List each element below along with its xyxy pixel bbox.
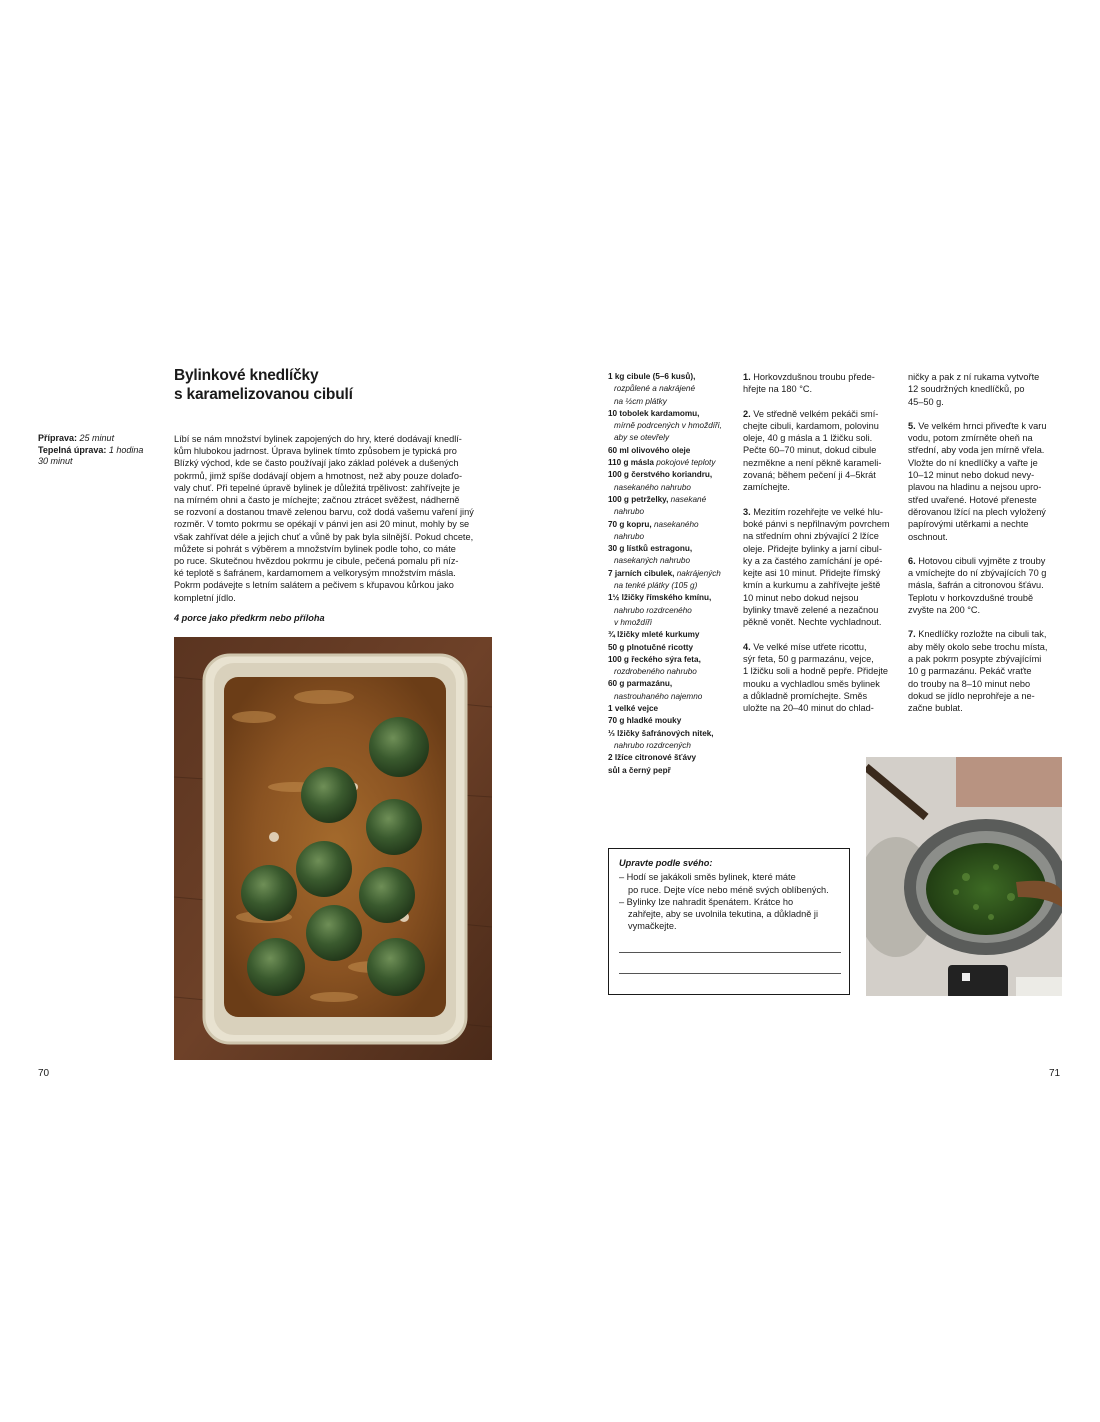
- method-text: aby měly okolo sebe trochu místa,: [908, 641, 1048, 652]
- method-text: Ve velkém hrnci přiveďte k varu: [915, 420, 1047, 431]
- method-line: [908, 690, 1064, 702]
- intro-line: kompletní jídlo.: [174, 592, 236, 603]
- method-text: a vmíchejte do ní zbývajících 70 g: [908, 568, 1047, 579]
- method-text: ničky a pak z ní rukama vytvořte: [908, 372, 1040, 382]
- method-line: [743, 481, 899, 493]
- ingredient-note: rozpůlené a nakrájené: [614, 384, 696, 394]
- ingredient-name: 1½ lžičky římského kmínu,: [608, 593, 712, 603]
- tip-line: zahřejte, aby se uvolnila tekutina, a důkladně ji: [628, 909, 818, 920]
- method-line: [908, 641, 1064, 653]
- method-line: [908, 469, 1064, 481]
- method-text: vodu, potom zmírněte oheň na: [908, 433, 1033, 444]
- method-line: [743, 567, 899, 579]
- method-line: [743, 579, 899, 591]
- ingredient-line: [608, 715, 738, 727]
- ingredient-line: [608, 678, 738, 690]
- method-text: dokud se jídlo neprohřeje a ne-: [908, 690, 1035, 701]
- method-text: nezměkne a není pěkně karameli-: [743, 457, 882, 468]
- intro-line: na mírném ohni a často je míchejte; začnou ztrácet svěžest, nádherně: [174, 495, 460, 506]
- intro-line: po ruce. Skutečnou hvězdou pokrmu je cibule, pečená pomalu při níz-: [174, 556, 459, 567]
- ingredient-line: [608, 654, 738, 666]
- method-line: [743, 616, 899, 628]
- tip-line: vymačkejte.: [628, 921, 677, 932]
- method-text: oschnout.: [908, 531, 948, 542]
- method-text: oleje, 40 g másla a 1 lžičku soli.: [743, 433, 873, 444]
- recipe-times: [38, 433, 163, 468]
- ingredient-line: [608, 494, 738, 506]
- method-line: [743, 653, 899, 665]
- method-line: [908, 494, 1064, 506]
- method-text: kmín a kurkumu a zahřívejte ještě: [743, 580, 881, 591]
- ingredient-note: mírně podrcených v hmoždíři,: [614, 421, 722, 431]
- tips-box-title: Upravte podle svého:: [619, 858, 713, 868]
- method-line: [908, 592, 1064, 604]
- method-text: 10–12 minut nebo dokud nevy-: [908, 470, 1035, 481]
- tip-line: – Hodí se jakákoli směs bylinek, které máte: [619, 872, 796, 883]
- method-line: [743, 408, 899, 420]
- method-text: oleje. Přidejte bylinky a jarní cibul-: [743, 543, 882, 554]
- method-line: [908, 628, 1064, 640]
- ingredient-line: [608, 371, 738, 383]
- tip-item: [619, 871, 839, 896]
- method-line: [908, 457, 1064, 469]
- method-text: zovaná; během pečení ji 4–5krát: [743, 470, 876, 481]
- method-text: sýr feta, 50 g parmazánu, vejce,: [743, 653, 874, 664]
- dumplings-photo: [174, 637, 492, 1060]
- ingredient-line: [608, 592, 738, 604]
- method-line: [743, 604, 899, 616]
- ingredient-note: nastrouhaného najemno: [614, 691, 703, 701]
- method-line: [743, 641, 899, 653]
- method-line: [743, 432, 899, 444]
- method-step: [743, 408, 899, 494]
- step-number: 7.: [908, 629, 916, 640]
- ingredient-line: [608, 469, 738, 481]
- note-line-1: [619, 952, 841, 953]
- method-line: [743, 555, 899, 567]
- method-line: [908, 702, 1064, 714]
- method-line: [908, 531, 1064, 543]
- ingredient-line: [608, 666, 738, 678]
- method-line: [743, 665, 899, 677]
- intro-line: kům hlubokou jadrnost. Úprava bylinek tímto způsobem je typická pro: [174, 446, 457, 457]
- method-step: [908, 628, 1064, 714]
- method-text: 12 soudržných knedlíčků, po: [908, 384, 1025, 395]
- ingredient-line: [608, 765, 738, 777]
- ingredient-name: 100 g čerstvého koriandru,: [608, 470, 713, 480]
- ingredient-name: sůl a černý pepř: [608, 765, 671, 775]
- method-line: [908, 371, 1064, 383]
- ingredient-note: nasekaného: [651, 519, 699, 529]
- tip-item: [619, 896, 839, 933]
- ingredient-line: [608, 691, 738, 703]
- method-line: [908, 444, 1064, 456]
- recipe-serves: 4 porce jako předkrm nebo příloha: [174, 613, 325, 623]
- step-number: 4.: [743, 641, 751, 652]
- method-text: děrovanou lžící na plech vyložený: [908, 506, 1046, 517]
- ingredient-note: rozdrobeného nahrubo: [614, 667, 697, 677]
- ingredient-line: [608, 728, 738, 740]
- herbs-pan-photo-image: [866, 757, 1062, 996]
- intro-line: Pokrm podávejte s letním salátem a pečivem s křupavou kůrkou jako: [174, 580, 454, 591]
- method-column-2: [908, 371, 1064, 726]
- ingredient-line: [608, 629, 738, 641]
- cook-value-cont: 30 minut: [38, 456, 73, 466]
- method-line: [743, 457, 899, 469]
- method-line: [908, 653, 1064, 665]
- tips-box: [608, 848, 850, 995]
- method-line: [908, 432, 1064, 444]
- ingredient-note: nahrubo rozdrceného: [614, 605, 692, 615]
- ingredient-line: [608, 408, 738, 420]
- ingredient-line: [608, 740, 738, 752]
- ingredient-name: 60 g parmazánu,: [608, 679, 673, 689]
- method-text: plavou na hladinu a nejsou upro-: [908, 482, 1042, 493]
- method-step: [908, 371, 1064, 408]
- method-text: 45–50 g.: [908, 396, 944, 407]
- method-line: [743, 530, 899, 542]
- ingredient-name: 30 g lístků estragonu,: [608, 544, 693, 554]
- ingredient-line: [608, 482, 738, 494]
- method-text: začne bublat.: [908, 703, 963, 714]
- method-line: [908, 383, 1064, 395]
- ingredient-note: v hmoždíři: [614, 617, 652, 627]
- method-line: [908, 567, 1064, 579]
- method-text: Mezitím rozehřejte ve velké hlu-: [750, 506, 883, 517]
- ingredient-note: na tenké plátky (105 g): [614, 581, 698, 591]
- method-text: Hotovou cibuli vyjměte z trouby: [915, 555, 1046, 566]
- intro-line: se rozvoní a dostanou tmavě zelenou barvu, což dodá vašemu vaření jiný: [174, 507, 474, 518]
- method-line: [908, 665, 1064, 677]
- cook-label: Tepelná úprava:: [38, 444, 107, 455]
- intro-line: ké teplotě s šafránem, kardamomem a velkorysým množstvím másla.: [174, 568, 456, 579]
- ingredient-name: 10 tobolek kardamomu,: [608, 408, 700, 418]
- ingredient-line: [608, 445, 738, 457]
- intro-line: valy chuť. Při tepelné úpravě bylinek je důležitá trpělivost: zahřívejte je: [174, 482, 460, 493]
- ingredient-line: [608, 543, 738, 555]
- method-text: Knedlíčky rozložte na cibuli tak,: [915, 629, 1047, 640]
- ingredient-line: [608, 383, 738, 395]
- dumplings-photo-image: [174, 637, 492, 1060]
- tip-line: po ruce. Dejte více nebo méně svých oblíbených.: [628, 884, 829, 895]
- method-line: [743, 592, 899, 604]
- method-text: bylinky tmavě zelené a nezačnou: [743, 605, 879, 616]
- method-text: 10 g parmazánu. Pekáč vraťte: [908, 666, 1032, 677]
- method-text: do trouby na 8–10 minut nebo: [908, 678, 1031, 689]
- method-text: 1 lžičku soli a hodně pepře. Přidejte: [743, 666, 889, 677]
- ingredient-note: nahrubo: [614, 531, 645, 541]
- intro-line: rozměr. V tomto pokrmu se opékají v pánvi jen asi 20 minut, mohly by se: [174, 519, 470, 530]
- ingredient-line: [608, 703, 738, 715]
- intro-line: pokrmů, jimž spíše dodávají objem a hmotnost, než aby pouze dolaďo-: [174, 470, 463, 481]
- ingredient-line: [608, 580, 738, 592]
- method-text: Pečte 60–70 minut, dokud cibule: [743, 445, 877, 456]
- ingredient-name: 70 g kopru,: [608, 519, 652, 529]
- method-step: [743, 641, 899, 715]
- method-text: na středním ohni zbývající 2 lžíce: [743, 531, 879, 542]
- ingredient-line: [608, 420, 738, 432]
- note-line-2: [619, 973, 841, 974]
- method-line: [743, 506, 899, 518]
- intro-line: Líbí se nám množství bylinek zapojených do hry, které dodávají knedlí-: [174, 434, 462, 444]
- method-step: [908, 420, 1064, 543]
- ingredient-line: [608, 531, 738, 543]
- method-text: mouku a vychladlou směs bylinek: [743, 678, 880, 689]
- step-number: 5.: [908, 420, 916, 431]
- ingredient-line: [608, 432, 738, 444]
- recipe-title: [174, 366, 494, 404]
- method-line: [908, 604, 1064, 616]
- method-text: papírovými utěrkami a nechte: [908, 519, 1029, 530]
- ingredient-line: [608, 555, 738, 567]
- method-line: [908, 481, 1064, 493]
- ingredient-line: [608, 568, 738, 580]
- method-text: uložte na 20–40 minut do chlad-: [743, 703, 874, 714]
- method-text: 10 minut nebo dokud nejsou: [743, 592, 859, 603]
- ingredient-line: [608, 605, 738, 617]
- method-text: másla, šafrán a citronovou šťávu.: [908, 580, 1044, 591]
- ingredient-note: aby se otevřely: [614, 433, 670, 443]
- ingredient-note: nasekaných nahrubo: [614, 556, 691, 566]
- ingredient-name: ⅓ lžičky šafránových nitek,: [608, 728, 714, 738]
- ingredient-line: [608, 642, 738, 654]
- cook-value: 1 hodina: [108, 444, 144, 455]
- method-text: Ve středně velkém pekáči smí-: [750, 408, 879, 419]
- method-step: [743, 371, 899, 396]
- method-line: [743, 383, 899, 395]
- ingredient-note: nakrájených: [674, 568, 721, 578]
- ingredient-line: [608, 506, 738, 518]
- ingredient-name: 110 g másla: [608, 458, 654, 468]
- recipe-title-line1: Bylinkové knedlíčky: [174, 367, 319, 384]
- ingredient-name: 1 kg cibule (5–6 kusů),: [608, 372, 696, 381]
- method-text: Teplotu v horkovzdušné troubě: [908, 592, 1034, 603]
- method-line: [743, 678, 899, 690]
- recipe-intro: [174, 433, 490, 604]
- ingredient-name: 50 g plnotučné ricotty: [608, 642, 694, 652]
- ingredient-name: 100 g řeckého sýra feta,: [608, 654, 701, 664]
- intro-line: můžete si pohrát s výběrem a množstvím bylinek podle toho, co máte: [174, 543, 456, 554]
- ingredient-name: 2 lžíce citronové šťávy: [608, 753, 697, 763]
- method-line: [908, 506, 1064, 518]
- method-line: [743, 690, 899, 702]
- method-line: [743, 518, 899, 530]
- method-line: [908, 396, 1064, 408]
- ingredient-name: 60 ml olivového oleje: [608, 445, 691, 455]
- step-number: 6.: [908, 555, 916, 566]
- step-number: 2.: [743, 408, 751, 419]
- method-text: pěkně vonět. Nechte vychladnout.: [743, 617, 882, 628]
- method-line: [743, 543, 899, 555]
- method-text: ky a za častého zamíchání je opé-: [743, 555, 883, 566]
- prep-value: 25 minut: [79, 433, 115, 443]
- ingredient-name: 100 g petrželky,: [608, 494, 669, 504]
- method-text: boké pánvi s nepřilnavým povrchem: [743, 518, 890, 529]
- page-number-right: 71: [1049, 1068, 1061, 1079]
- method-line: [743, 420, 899, 432]
- ingredient-line: [608, 752, 738, 764]
- method-step: [908, 555, 1064, 616]
- method-line: [908, 579, 1064, 591]
- ingredient-name: ¾ lžičky mleté kurkumy: [608, 630, 700, 640]
- method-text: a pak pokrm posypte zbývajícími: [908, 653, 1042, 664]
- step-number: 3.: [743, 506, 751, 517]
- ingredient-note: na ½cm plátky: [614, 396, 667, 406]
- herbs-pan-photo: [866, 757, 1062, 996]
- ingredient-line: [608, 457, 738, 469]
- method-text: Vložte do ní knedlíčky a vařte je: [908, 457, 1038, 468]
- ingredient-line: [608, 519, 738, 531]
- page-number-left: 70: [38, 1068, 50, 1079]
- method-line: [743, 444, 899, 456]
- method-line: [743, 371, 899, 383]
- ingredient-line: [608, 617, 738, 629]
- method-text: zamíchejte.: [743, 482, 790, 493]
- tip-line: – Bylinky lze nahradit špenátem. Krátce ho: [619, 896, 794, 907]
- method-text: Ve velké míse utřete ricottu,: [750, 641, 867, 652]
- method-step: [743, 506, 899, 629]
- intro-line: Blízký východ, kde se často používají jako základ polévek a dušených: [174, 458, 459, 469]
- method-line: [743, 702, 899, 714]
- method-line: [908, 518, 1064, 530]
- method-line: [908, 420, 1064, 432]
- ingredient-note: nasekané: [668, 494, 707, 504]
- ingredient-name: 7 jarních cibulek,: [608, 568, 675, 578]
- ingredient-note: nahrubo rozdrcených: [614, 740, 691, 750]
- recipe-title-line2: s karamelizovanou cibulí: [174, 386, 353, 403]
- ingredient-note: nasekaného nahrubo: [614, 482, 691, 492]
- prep-label: Příprava:: [38, 433, 78, 443]
- method-text: a důkladně promíchejte. Směs: [743, 690, 868, 701]
- method-text: střed uvařené. Hotové přeneste: [908, 494, 1037, 505]
- method-column-1: [743, 371, 899, 726]
- ingredient-name: 70 g hladké mouky: [608, 716, 682, 726]
- step-number: 1.: [743, 372, 751, 382]
- ingredient-name: 1 velké vejce: [608, 704, 659, 714]
- ingredient-line: [608, 396, 738, 408]
- ingredients-list: [608, 371, 738, 777]
- method-line: [908, 555, 1064, 567]
- method-text: kejte asi 10 minut. Přidejte římský: [743, 568, 881, 579]
- ingredient-note: nahrubo: [614, 507, 645, 517]
- method-text: zvyšte na 200 °C.: [908, 605, 981, 616]
- ingredient-note: pokojové teploty: [653, 458, 716, 468]
- tips-box-items: [619, 871, 839, 932]
- method-text: hřejte na 180 °C.: [743, 384, 813, 395]
- method-line: [908, 678, 1064, 690]
- method-text: Horkovzdušnou troubu přede-: [750, 372, 875, 382]
- intro-line: však zahřívat déle a jejich chuť a vůně by pak byla silnější. Pokud chcete,: [174, 531, 474, 542]
- method-line: [743, 469, 899, 481]
- method-text: chejte cibuli, kardamom, polovinu: [743, 420, 879, 431]
- method-text: střední, aby voda jen mírně vřela.: [908, 445, 1045, 456]
